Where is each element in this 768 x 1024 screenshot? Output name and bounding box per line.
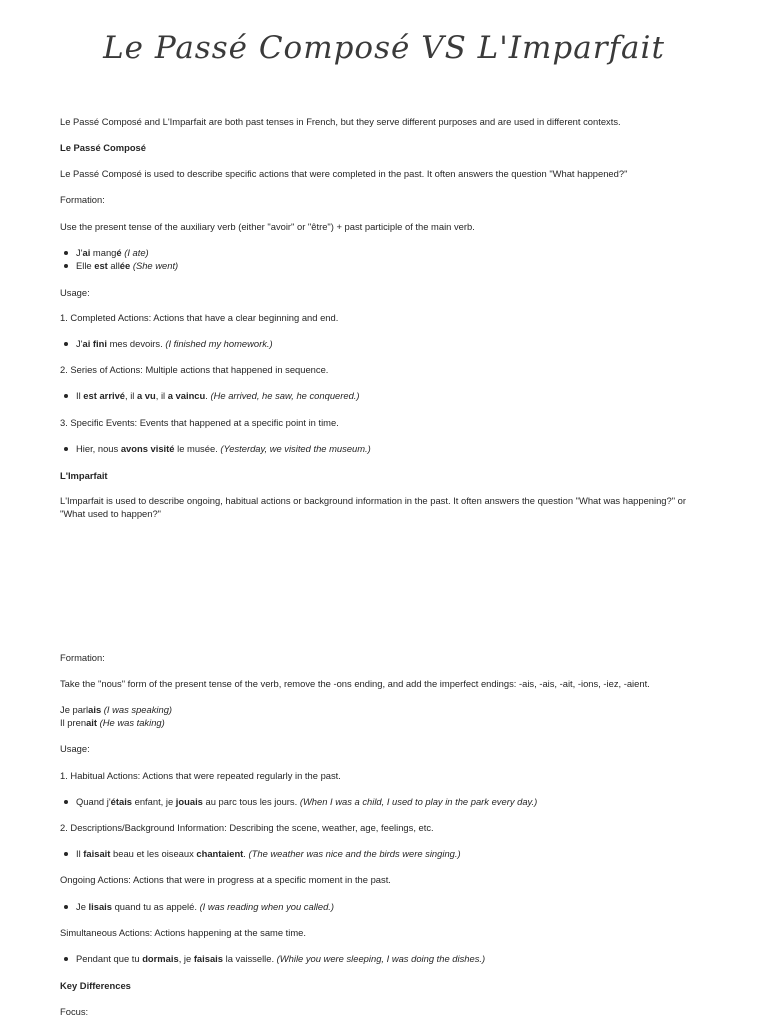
- example-text: J': [76, 247, 83, 258]
- bold-text: étais: [110, 796, 133, 807]
- bold-text: lisais: [88, 901, 112, 912]
- list-item: [60, 795, 537, 808]
- intro-paragraph: Le Passé Composé and L'Imparfait are both past tenses in French, but they serve different purposes and are used in different contexts.: [60, 116, 621, 127]
- translation-text: (He arrived, he saw, he conquered.): [210, 390, 360, 401]
- translation-text: (I finished my homework.): [165, 338, 273, 349]
- bold-text: ai: [82, 247, 91, 258]
- document-title: Le Passé Composé VS L'Imparfait: [103, 30, 665, 66]
- bold-text: ais: [88, 704, 102, 715]
- pc-usage-3-examples: [60, 442, 371, 455]
- example-text: , il: [155, 390, 168, 401]
- example-text: .: [243, 848, 249, 859]
- example-text: .: [205, 390, 211, 401]
- pc-usage-label: Usage:: [60, 287, 90, 298]
- example-text: all: [107, 260, 120, 271]
- translation-text: (I ate): [121, 247, 149, 258]
- example-line: [60, 716, 172, 729]
- bold-text: faisais: [193, 953, 223, 964]
- list-item: [60, 259, 178, 272]
- translation-text: (I was reading when you called.): [199, 901, 335, 912]
- example-text: Pendant que tu: [76, 953, 143, 964]
- pc-usage-1-examples: [60, 337, 273, 350]
- imp-ongoing: Ongoing Actions: Actions that were in progress at a specific moment in the past.: [60, 874, 391, 885]
- list-item: [60, 900, 334, 913]
- pc-description: Le Passé Composé is used to describe specific actions that were completed in the past. It often answers the question "What happened?": [60, 168, 628, 179]
- bold-text: ai fini: [82, 338, 107, 349]
- example-text: mes devoirs.: [106, 338, 166, 349]
- example-text: Hier, nous: [76, 443, 121, 454]
- bold-text: a vaincu: [167, 390, 206, 401]
- pc-usage-3: 3. Specific Events: Events that happened at a specific point in time.: [60, 417, 339, 428]
- bold-text: avons visité: [120, 443, 175, 454]
- list-item: [60, 389, 360, 402]
- translation-text: (When I was a child, I used to play in the park every day.): [299, 796, 538, 807]
- translation-text: (I was speaking): [101, 704, 173, 715]
- imp-usage-2: 2. Descriptions/Background Information: Describing the scene, weather, age, feelings, etc.: [60, 822, 434, 833]
- imp-description: L'Imparfait is used to describe ongoing, habitual actions or background information in the past. It often answers the question "What was happening?" or "What used to happen?": [60, 495, 687, 519]
- example-text: , je: [178, 953, 194, 964]
- bold-text: est: [94, 260, 108, 271]
- translation-text: (She went): [130, 260, 179, 271]
- example-text: Il: [76, 848, 84, 859]
- bold-text: ée: [119, 260, 131, 271]
- bold-text: a vu: [136, 390, 156, 401]
- example-text: Il: [76, 390, 84, 401]
- list-item: [60, 337, 273, 350]
- translation-text: (Yesterday, we visited the museum.): [220, 443, 371, 454]
- pc-formation-text: Use the present tense of the auxiliary verb (either "avoir" or "être") + past participle of the main verb.: [60, 221, 475, 232]
- list-item: [60, 952, 485, 965]
- imp-simultaneous: Simultaneous Actions: Actions happening at the same time.: [60, 927, 306, 938]
- example-text: Quand j': [76, 796, 111, 807]
- imp-simultaneous-examples: [60, 952, 485, 965]
- section-heading-imparfait: L'Imparfait: [60, 470, 108, 481]
- section-heading-key-differences: Key Differences: [60, 980, 131, 991]
- example-text: , il: [125, 390, 137, 401]
- example-text: quand tu as appelé.: [111, 901, 200, 912]
- list-item: [60, 847, 461, 860]
- pc-usage-2-examples: [60, 389, 360, 402]
- example-text: Il pren: [60, 717, 87, 728]
- imp-usage-label: Usage:: [60, 743, 90, 754]
- imp-usage-2-examples: [60, 847, 461, 860]
- translation-text: (The weather was nice and the birds were singing.): [248, 848, 461, 859]
- key-focus-label: Focus:: [60, 1006, 89, 1017]
- bold-text: est arrivé: [83, 390, 125, 401]
- example-text: enfant, je: [132, 796, 176, 807]
- example-line: [60, 703, 172, 716]
- pc-formation-label: Formation:: [60, 194, 105, 205]
- bold-text: dormais: [142, 953, 179, 964]
- example-text: mang: [90, 247, 117, 258]
- imp-formation-examples: [60, 703, 172, 729]
- bold-text: ait: [86, 717, 98, 728]
- list-item: [60, 246, 178, 259]
- imp-usage-1-examples: [60, 795, 537, 808]
- bold-text: faisait: [83, 848, 111, 859]
- example-text: Je: [76, 901, 89, 912]
- translation-text: (While you were sleeping, I was doing the dishes.): [276, 953, 486, 964]
- section-heading-passe-compose: Le Passé Composé: [60, 142, 146, 153]
- pc-usage-2: 2. Series of Actions: Multiple actions that happened in sequence.: [60, 364, 329, 375]
- imp-ongoing-examples: [60, 900, 334, 913]
- bold-text: é: [116, 247, 122, 258]
- example-text: la vaisselle.: [223, 953, 277, 964]
- pc-usage-1: 1. Completed Actions: Actions that have a clear beginning and end.: [60, 312, 339, 323]
- example-text: au parc tous les jours.: [202, 796, 300, 807]
- translation-text: (He was taking): [97, 717, 165, 728]
- example-text: Je parl: [60, 704, 89, 715]
- bold-text: chantaient: [196, 848, 244, 859]
- example-text: beau et les oiseaux: [110, 848, 197, 859]
- imp-usage-1: 1. Habitual Actions: Actions that were repeated regularly in the past.: [60, 770, 341, 781]
- imp-formation-label: Formation:: [60, 652, 105, 663]
- example-text: le musée.: [174, 443, 221, 454]
- example-text: J': [76, 338, 83, 349]
- bold-text: jouais: [175, 796, 203, 807]
- imp-formation-text: Take the "nous" form of the present tense of the verb, remove the -ons ending, and add the imperfect endings: -ais, -ais, -ait, -ions, -iez, -aient.: [60, 678, 650, 689]
- list-item: [60, 442, 371, 455]
- pc-formation-examples: [60, 246, 178, 272]
- example-text: Elle: [76, 260, 95, 271]
